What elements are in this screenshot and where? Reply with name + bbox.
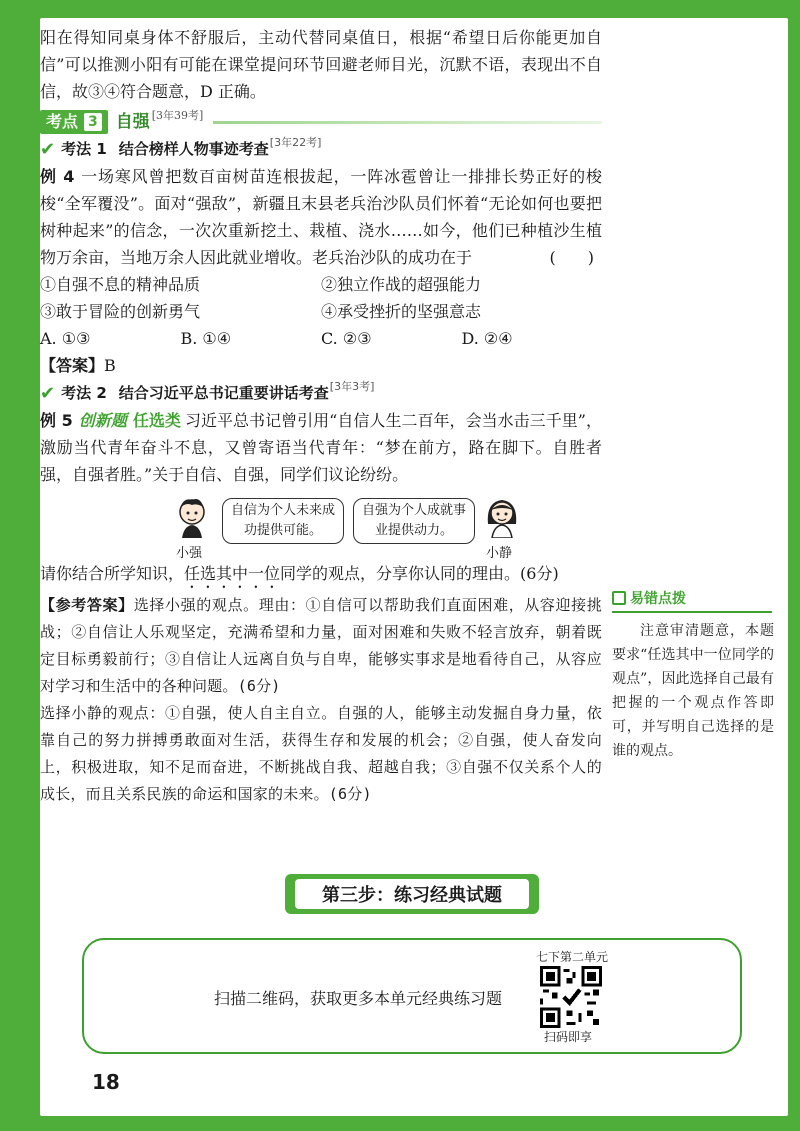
example-4-text: 一场寒风曾把数百亩树苗连根拔起，一阵冰雹曾让一排排长势正好的梭梭“全军覆没”。面对“强敌”，新疆且末县老兵治沙队员们怀着“无论如何也要把树种起来”的信念，一次次重新挖土、栽植、浇水……如今，他们已种植沙生植物万余亩，当地万余人因此就业增收。老兵治沙队的成功在于 (40, 167, 602, 267)
choice-tag: 任选类 (132, 411, 181, 430)
question-post: 同学的观点，分享你认同的理由。(6分) (280, 564, 559, 583)
tip-body: 注意审清题意，本题要求“任选其中一位同学的观点”，因此选择自己最有把握的一个观点作答即可，并写明自己选择的是谁的观点。 (612, 623, 774, 759)
example-5-question (40, 560, 602, 592)
qr-panel (82, 938, 742, 1054)
right-speech-bubble: 自强为个人成就事业提供动力。 (353, 498, 475, 544)
method-1-label: 考法 1 (61, 139, 107, 158)
left-speech-bubble: 自信为个人未来成功提供可能。 (222, 498, 344, 544)
reference-answer-a (40, 592, 602, 700)
method-2-tag: [3年3考] (329, 380, 375, 393)
example-4-answer (40, 352, 602, 379)
tip-title: 易错点拨 (630, 591, 686, 607)
example-5-label: 例 5 (40, 411, 73, 430)
question-emphasis: 任选其中一位 (184, 564, 281, 583)
item-2: ②独立作战的超强能力 (321, 275, 482, 294)
section-badge (40, 110, 108, 134)
example-4-options (40, 325, 602, 352)
page-number: 18 (92, 1070, 120, 1094)
answer-value: B (104, 356, 116, 375)
tip-divider (612, 611, 772, 613)
example-4-items-row2 (40, 298, 602, 325)
step-banner-title: 第三步：练习经典试题 (295, 879, 529, 909)
example-5-text: 习近平总书记曾引用“自信人生二百年，会当水击三千里”，激励当代青年奋斗不息，又曾寄语当代青年：“梦在前方，路在脚下。自胜者强，自强者胜。”关于自信、自强，同学们议论纷纷。 (40, 411, 602, 484)
method-2-title: 结合习近平总书记重要讲话考查 (118, 383, 329, 402)
example-4-stem (40, 163, 602, 271)
item-3: ③敢于冒险的创新勇气 (40, 302, 201, 321)
girl-avatar-icon (480, 494, 524, 538)
reference-answer-b: 选择小静的观点：①自强，使人自主自立。自强的人，能够主动发掘自身力量，依靠自己的努力拼搏勇敢面对生活，获得生存和发展的机会；②自强，使人奋发向上，积极进取，知不足而奋进，不断挑战自我、超越自我；③自强不仅关系个人的成长，而且关系民族的命运和国家的未来。(6分) (40, 704, 602, 803)
option-d: D. ②④ (461, 329, 513, 348)
innovation-tag: 创新题 (78, 411, 127, 430)
tip-header (612, 588, 782, 608)
question-pre: 请你结合所学知识， (40, 564, 185, 583)
answer-label: 【答案】 (40, 356, 105, 375)
section-divider (213, 121, 602, 124)
section-tag: [3年39考] (151, 109, 204, 122)
example-4-items-row1 (40, 271, 602, 298)
example-5-stem (40, 407, 602, 488)
method-1-tag: [3年22考] (269, 136, 322, 149)
method-2-header (40, 379, 602, 407)
item-4: ④承受挫折的坚强意志 (321, 302, 482, 321)
option-c: C. ②③ (321, 329, 372, 348)
option-b: B. ①④ (180, 329, 232, 348)
qr-caption: 七下第二单元 (536, 950, 609, 964)
example-4-label: 例 4 (40, 167, 75, 186)
intro-paragraph: 阳在得知同桌身体不舒服后，主动代替同桌值日，根据“希望日后你能更加自信”可以推测小阳有可能在课堂提问环节回避老师目光，沉默不语，表现出不自信，故③④符合题意，D 正确。 (40, 28, 602, 101)
section-title: 自强 (115, 111, 150, 132)
reference-label: 【参考答案】 (40, 596, 134, 614)
section-header (40, 109, 602, 135)
section-label: 考点 (46, 112, 79, 131)
note-icon (612, 591, 626, 605)
reference-a-text: 选择小强的观点。理由：①自信可以帮助我们直面困难，从容迎接挑战；②自信让人乐观坚定，充满希望和力量，面对困难和失败不轻言放弃，朝着既定目标勇毅前行；③自信让人远离自负与自卑，能够实事求是地看待自己，从容应对学习和生活中的各种问题。(6分) (40, 596, 603, 695)
method-1-header (40, 135, 602, 163)
cartoon-dialogue (40, 494, 602, 560)
qr-code-icon[interactable] (540, 966, 602, 1028)
step-banner (285, 874, 539, 914)
right-name: 小静 (486, 546, 513, 561)
item-1: ①自强不息的精神品质 (40, 275, 201, 294)
boy-avatar-icon (170, 494, 214, 538)
option-a: A. ①③ (40, 329, 91, 348)
tip-panel (612, 588, 782, 763)
left-name: 小强 (176, 546, 203, 561)
method-2-label: 考法 2 (61, 383, 107, 402)
check-icon: ✔ (40, 382, 56, 404)
section-number: 3 (84, 113, 102, 131)
qr-subtitle: 扫码即享 (544, 1030, 593, 1044)
main-content (40, 24, 602, 808)
check-icon: ✔ (40, 138, 56, 160)
answer-bracket: ( ) (549, 248, 594, 267)
method-1-title: 结合榜样人物事迹考查 (118, 139, 269, 158)
qr-instruction: 扫描二维码，获取更多本单元经典练习题 (214, 989, 503, 1008)
